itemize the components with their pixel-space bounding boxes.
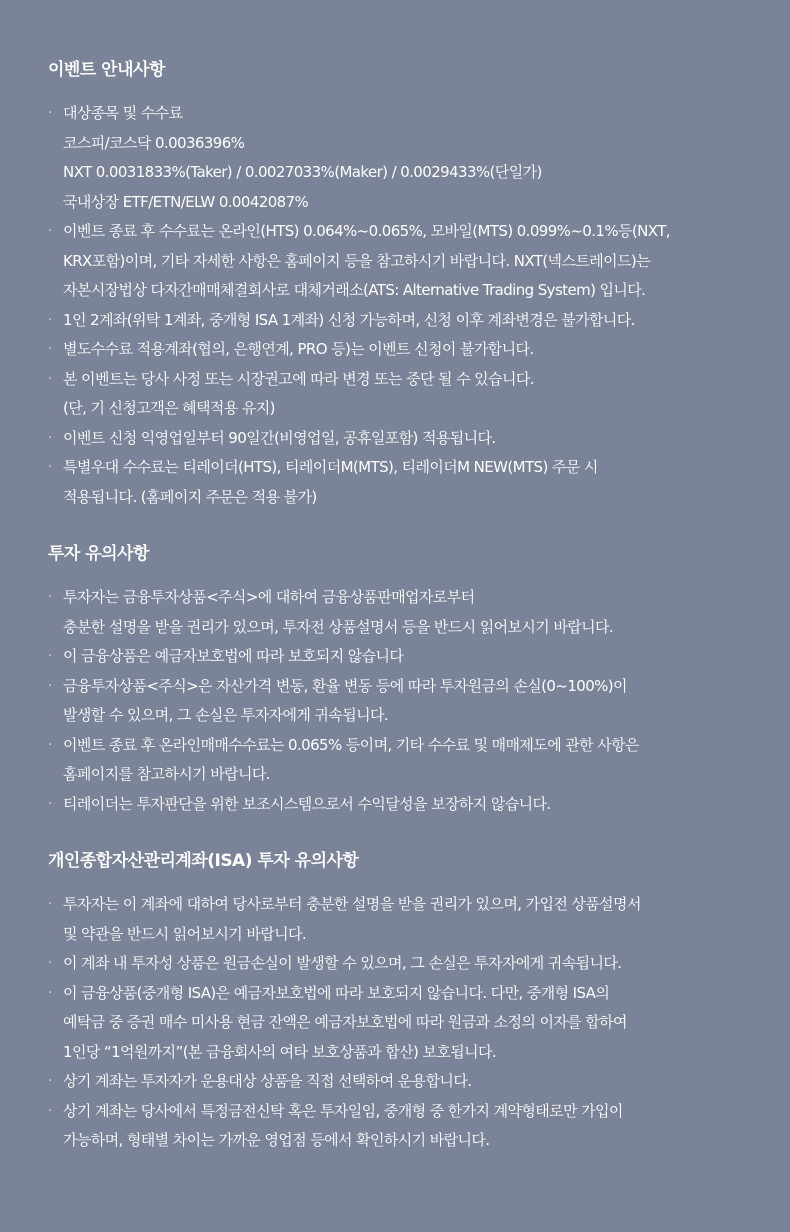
item-line: 국내상장 ETF/ETN/ELW 0.0042087% (63, 192, 309, 211)
item-line: · 이 계좌 내 투자성 상품은 원금손실이 발생할 수 있으며, 그 손실은 투자자에게 귀속됩니다. (63, 954, 622, 972)
isa-caution-section (48, 849, 770, 1156)
item-line: 홈페이지를 참고하시기 바랍니다. (63, 765, 270, 783)
item-line: · 투자자는 금융투자상품<주식>에 대하여 금융상품판매업자로부터 (63, 588, 475, 606)
item-line: · 투자자는 이 계좌에 대하여 당사로부터 충분한 설명을 받을 권리가 있으며, 가입전 상품설명서 (63, 895, 641, 913)
list-item (48, 306, 770, 336)
event-notice-section (48, 58, 770, 512)
item-line: 가능하며, 형태별 차이는 가까운 영업점 등에서 확인하시기 바랍니다. (63, 1131, 490, 1149)
item-line: · 금융투자상품<주식>은 자산가격 변동, 환율 변동 등에 따라 투자원금의 손실(0~100%)이 (63, 676, 627, 695)
list-item (48, 890, 770, 949)
list-item (48, 949, 770, 979)
item-line: · 이 금융상품(중개형 ISA)은 예금자보호법에 따라 보호되지 않습니다. 다만, 중개형 ISA의 (63, 983, 610, 1002)
item-line: NXT 0.0031833%(Taker) / 0.0027033%(Maker) / 0.0029433%(단일가) (63, 163, 542, 181)
item-line: (단, 기 신청고객은 혜택적용 유지) (63, 399, 275, 417)
investment-caution-list (48, 583, 770, 819)
item-line: · 이벤트 신청 익영업일부터 90일간(비영업일, 공휴일포함) 적용됩니다. (63, 428, 496, 447)
list-item (48, 424, 770, 454)
item-line: · 이벤트 종료 후 온라인매매수수료는 0.065% 등이며, 기타 수수료 및 매매제도에 관한 사항은 (63, 735, 639, 754)
item-line: · 대상종목 및 수수료 (63, 104, 183, 122)
list-item (48, 453, 770, 512)
item-line: 1인당 “1억원까지”(본 금융회사의 여타 보호상품과 합산) 보호됩니다. (63, 1042, 497, 1061)
item-line: 및 약관을 반드시 읽어보시기 바랍니다. (63, 924, 307, 943)
item-line: · 특별우대 수수료는 티레이더(HTS), 티레이더M(MTS), 티레이더M NEW(MTS) 주문 시 (63, 458, 598, 476)
isa-caution-list (48, 890, 770, 1156)
section-title: 개인종합자산관리계좌(ISA) 투자 유의사항 (48, 851, 359, 871)
item-line: · 상기 계좌는 투자자가 운용대상 상품을 직접 선택하여 운용합니다. (63, 1072, 472, 1090)
item-line: · 1인 2계좌(위탁 1계좌, 중개형 ISA 1계좌) 신청 가능하며, 신청 이후 계좌변경은 불가합니다. (63, 310, 635, 329)
list-item (48, 583, 770, 642)
list-item (48, 672, 770, 731)
item-line: 적용됩니다. (홈페이지 주문은 적용 불가) (63, 487, 317, 506)
item-line: · 티레이더는 투자판단을 위한 보조시스템으로서 수익달성을 보장하지 않습니다. (63, 794, 551, 813)
list-item (48, 1067, 770, 1097)
list-item (48, 365, 770, 424)
item-line: · 이벤트 종료 후 수수료는 온라인(HTS) 0.064%~0.065%, 모바일(MTS) 0.099%~0.1%등(NXT, (63, 222, 670, 240)
item-line: 발생할 수 있으며, 그 손실은 투자자에게 귀속됩니다. (63, 706, 389, 724)
list-item (48, 335, 770, 365)
item-line: · 별도수수료 적용계좌(협의, 은행연계, PRO 등)는 이벤트 신청이 불가합니다. (63, 340, 534, 358)
list-item (48, 217, 770, 306)
list-item (48, 790, 770, 820)
item-line: 예탁금 중 증권 매수 미사용 현금 잔액은 예금자보호법에 따라 원금과 소정의 이자를 합하여 (63, 1013, 627, 1031)
item-line: KRX포함)이며, 기타 자세한 사항은 홈페이지 등을 참고하시기 바랍니다. NXT(넥스트레이드)는 (63, 251, 651, 270)
item-line: · 본 이벤트는 당사 사정 또는 시장권고에 따라 변경 또는 중단 될 수 있습니다. (63, 369, 534, 388)
section-title: 이벤트 안내사항 (48, 60, 165, 80)
list-item (48, 979, 770, 1068)
list-item (48, 642, 770, 672)
item-line: 코스피/코스닥 0.0036396% (63, 133, 245, 152)
list-item (48, 99, 770, 217)
item-line: 충분한 설명을 받을 권리가 있으며, 투자전 상품설명서 등을 반드시 읽어보시기 바랍니다. (63, 617, 614, 636)
list-item (48, 731, 770, 790)
item-line: · 상기 계좌는 당사에서 특정금전신탁 혹은 투자일임, 중개형 중 한가지 계약형태로만 가입이 (63, 1101, 623, 1120)
item-line: 자본시장법상 다자간매매체결회사로 대체거래소(ATS: Alternative Trading System) 입니다. (63, 281, 646, 299)
list-item (48, 1097, 770, 1156)
section-title: 투자 유의사항 (48, 544, 149, 564)
investment-caution-section (48, 542, 770, 819)
item-line: · 이 금융상품은 예금자보호법에 따라 보호되지 않습니다 (63, 647, 404, 665)
event-notice-list (48, 99, 770, 512)
